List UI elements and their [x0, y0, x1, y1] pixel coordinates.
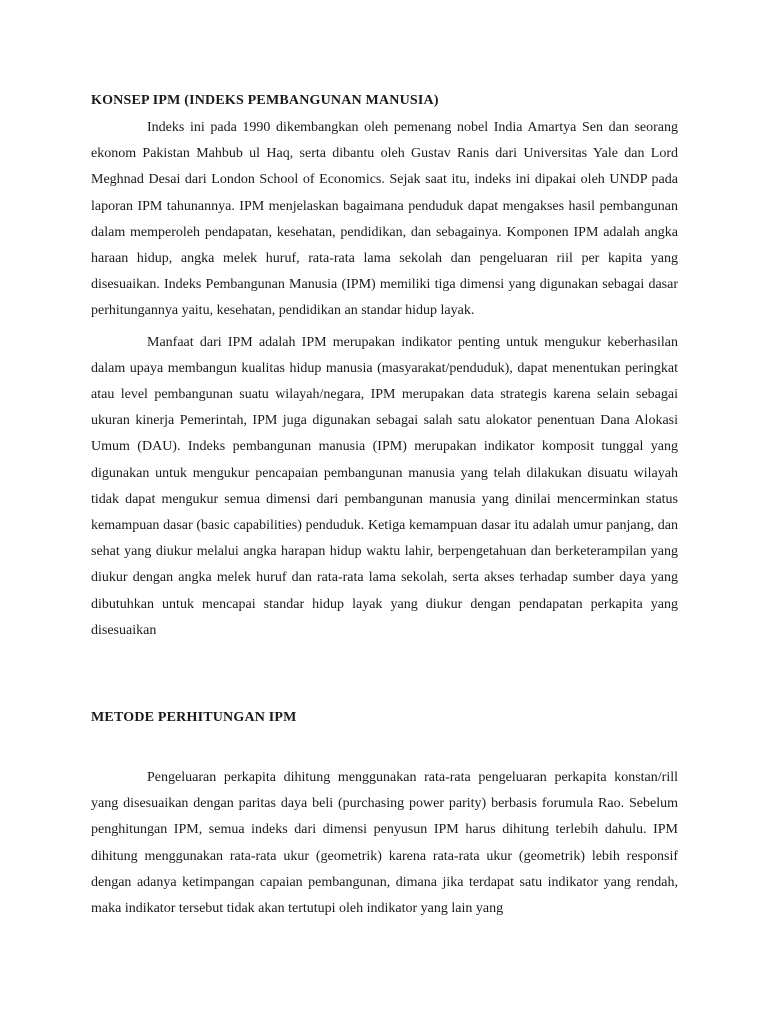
section-heading: METODE PERHITUNGAN IPM: [91, 710, 297, 725]
paragraph: Manfaat dari IPM adalah IPM merupakan indikator penting untuk mengukur keberhasilan dalam upaya membangun kualitas hidup manusia (masyarakat/penduduk), dapat menentukan peringkat atau level pembangunan suatu wilayah/negara, IPM merupakan data strategis karena selain sebagai ukuran kinerja Pemerintah, IPM juga digunakan sebagai salah satu alokator penentuan Dana Alokasi Umum (DAU). Indeks pembangunan manusia (IPM) merupakan indikator komposit tunggal yang digunakan untuk mengukur pencapaian pembangunan manusia yang telah dilakukan disuatu wilayah tidak dapat mengukur semua dimensi dari pembangunan manusia yang dinilai mencerminkan status kemampuan dasar (basic capabilities) penduduk. Ketiga kemampuan dasar itu adalah umur panjang, dan sehat yang diukur melalui angka harapan hidup waktu lahir, berpengetahuan dan berketerampilan yang diukur dengan angka melek huruf dan rata-rata lama sekolah, serta akses terhadap sumber daya yang dibutuhkan untuk mencapai standar hidup layak yang diukur dengan pendapatan perkapita yang disesuaikan: [91, 334, 678, 638]
section-konsep-ipm: [91, 92, 678, 644]
section-metode-perhitungan: [91, 709, 678, 922]
paragraph: Indeks ini pada 1990 dikembangkan oleh pemenang nobel India Amartya Sen dan seorang ekonom Pakistan Mahbub ul Haq, serta dibantu oleh Gustav Ranis dari Universitas Yale dan Lord Meghnad Desai dari London School of Economics. Sejak saat itu, indeks ini dipakai oleh UNDP pada laporan IPM tahunannya. IPM menjelaskan bagaimana penduduk dapat mengakses hasil pembangunan dalam memperoleh pendapatan, kesehatan, pendidikan, dan sebagainya. Komponen IPM adalah angka haraan hidup, angka melek huruf, rata-rata lama sekolah dan pengeluaran riil per kapita yang disesuaikan. Indeks Pembangunan Manusia (IPM) memiliki tiga dimensi yang digunakan sebagai dasar perhitungannya yaitu, kesehatan, pendidikan an standar hidup layak.: [91, 120, 678, 319]
section-heading: KONSEP IPM (INDEKS PEMBANGUNAN MANUSIA): [91, 93, 439, 108]
paragraph: Pengeluaran perkapita dihitung menggunakan rata-rata pengeluaran perkapita konstan/rill yang disesuaikan dengan paritas daya beli (purchasing power parity) berbasis forumula Rao. Sebelum penghitungan IPM, semua indeks dari dimensi penyusun IPM harus dihitung terlebih dahulu. IPM dihitung menggunakan rata-rata ukur (geometrik) karena rata-rata ukur (geometrik) lebih responsif dengan adanya ketimpangan capaian pembangunan, dimana jika terdapat satu indikator yang rendah, maka indikator tersebut tidak akan tertutupi oleh indikator yang lain yang: [91, 770, 678, 917]
